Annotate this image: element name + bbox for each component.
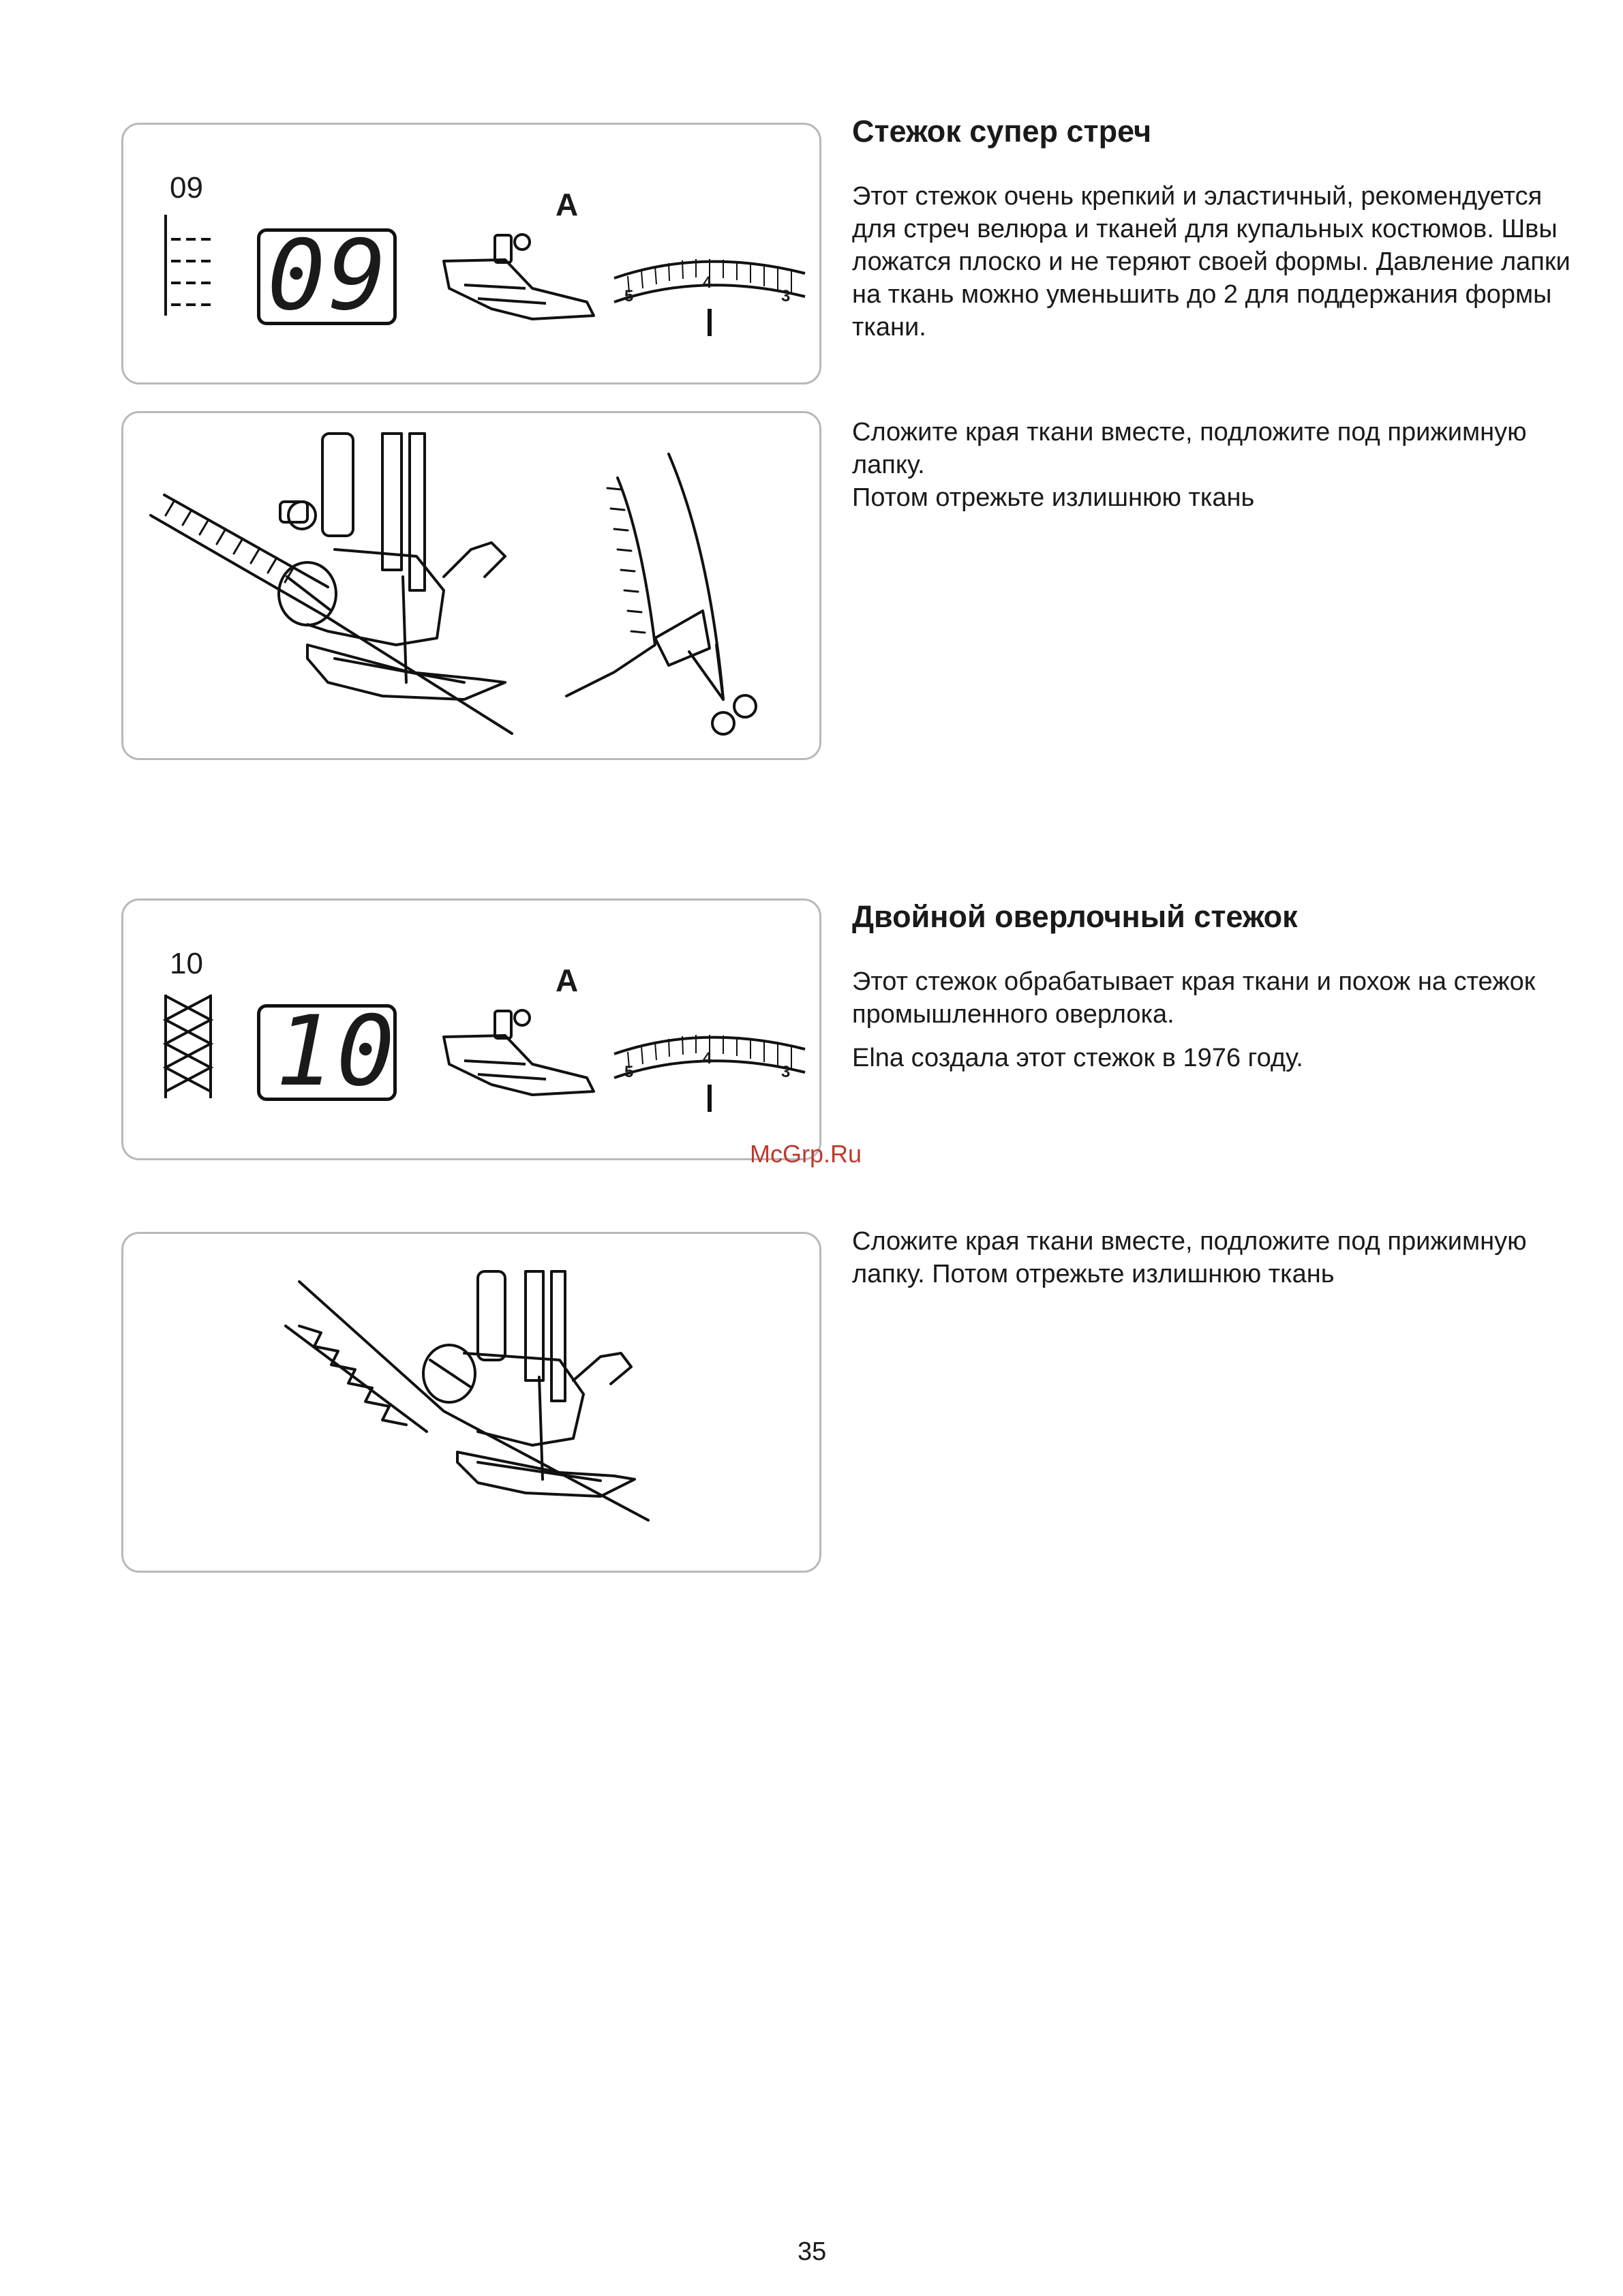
lcd-value: 10: [275, 995, 397, 1108]
sewing-illustration: [123, 413, 823, 762]
instruction-line: Потом отрежьте излишнюю ткань: [852, 483, 1255, 512]
description-paragraph: Этот стежок очень крепкий и эластичный, рекомендуется для стреч велюра и тканей для купальных костюмов. Швы ложатся плоско и не теряют своей формы. Давление лапки на ткань можно уменьшить до 2 для поддержания формы ткани.: [852, 181, 1571, 342]
dial-label-right: 3: [781, 1063, 791, 1081]
section-super-stretch: [852, 115, 1575, 344]
dial-label-left: 5: [624, 287, 634, 305]
illustration-panel-09: [121, 411, 821, 760]
settings-panel-10: [121, 898, 821, 1160]
pattern-number: 10: [170, 947, 203, 980]
section-double-overlock: [852, 900, 1575, 1074]
dial-label-left: 5: [624, 1063, 634, 1081]
foot-letter: A: [556, 963, 579, 998]
dial-label-center: 4: [703, 273, 712, 292]
dial-label-center: 4: [703, 1049, 712, 1068]
pattern-number: 09: [170, 171, 203, 205]
illustration-panel-10: [121, 1232, 821, 1573]
section-title: Двойной оверлочный стежок: [852, 899, 1298, 934]
instruction-line: Сложите края ткани вместе, подложите под прижимную лапку.: [852, 418, 1527, 479]
sewing-illustration: [123, 1234, 823, 1575]
instruction-line: Сложите края ткани вместе, подложите под прижимную лапку. Потом отрежьте излишнюю ткань: [852, 1227, 1527, 1288]
watermark: McGrp.Ru: [750, 1140, 862, 1168]
description-paragraph: Этот стежок обрабатывает края ткани и похож на стежок промышленного оверлока.: [852, 967, 1536, 1029]
pressure-dial-icon: [123, 901, 823, 1162]
instructions-double-overlock: [852, 1225, 1575, 1290]
description-paragraph: Elna создала этот стежок в 1976 году.: [852, 1043, 1303, 1072]
section-title: Стежок супер стреч: [852, 114, 1152, 149]
lcd-value: 09: [267, 220, 389, 332]
foot-letter: A: [556, 187, 579, 222]
page-number: 35: [798, 2237, 827, 2266]
instructions-super-stretch: [852, 416, 1575, 514]
settings-panel-09: [121, 123, 821, 384]
dial-label-right: 3: [781, 287, 791, 305]
pressure-dial-icon: [123, 125, 823, 387]
